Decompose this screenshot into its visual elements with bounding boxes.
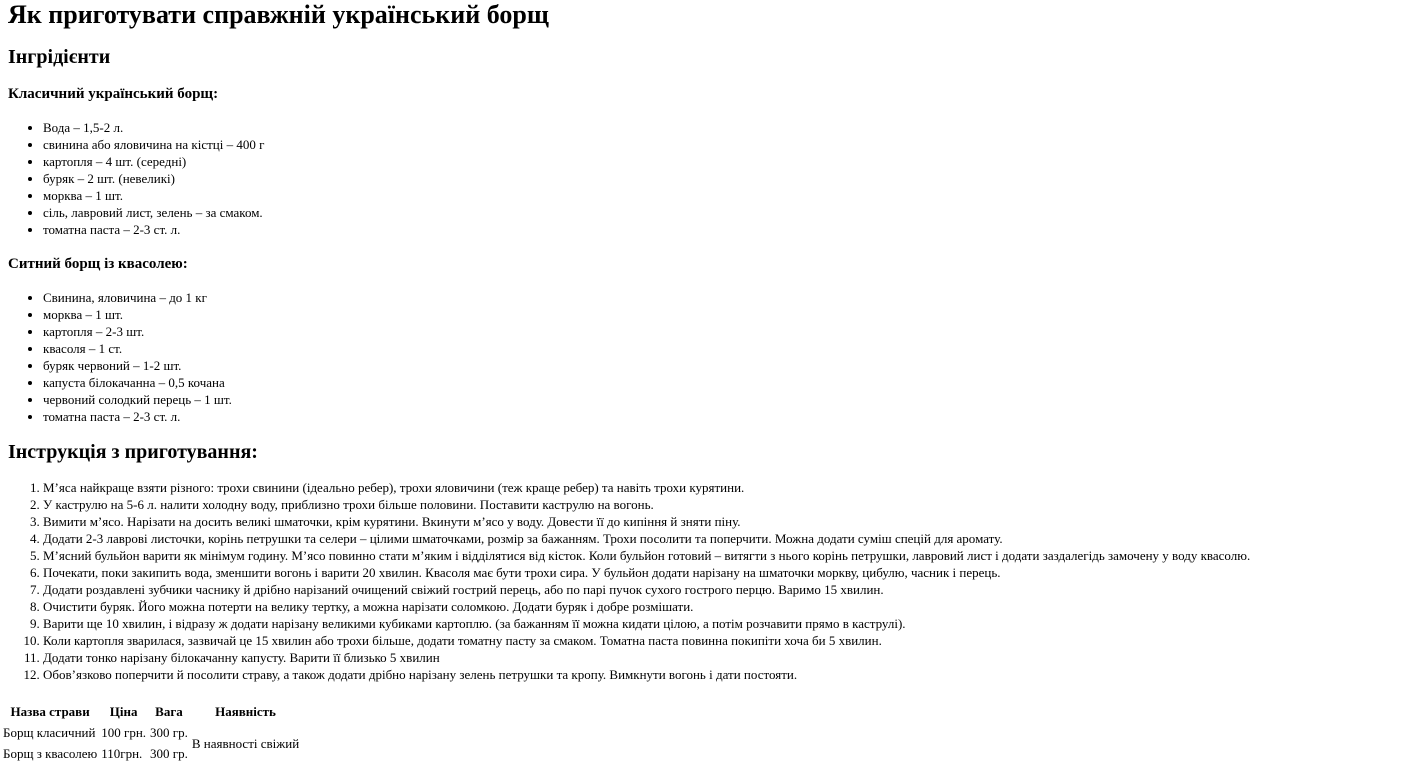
table-row [2,723,300,742]
list-item: • буряк – 2 шт. (невеликі) [43,170,1402,187]
bean-ingredients-list [8,289,1402,425]
page-title: Як приготувати справжній український борщ [8,0,549,29]
list-item: • морква – 1 шт. [43,187,1402,204]
list-item: • квасоля – 1 ст. [43,340,1402,357]
instruction-step: 3. Вимити м’ясо. Нарізати на досить великі шматочки, крім курятини. Вкинути м’ясо у воду. Довести її до кипіння й зняти піну. [43,513,1402,530]
table-header-row [2,702,300,721]
bean-borscht-heading: Ситний борщ із квасолею: [8,256,188,272]
instruction-step: 5. М’ясний бульйон варити як мінімум годину. М’ясо повинно стати м’яким і відділятися від кісток. Коли бульйон готовий – витягти з нього корінь петрушки, лавровий лист і додати заздалегідь замочену у воду квасолю. [43,547,1402,564]
header-price: Ціна [109,704,138,719]
list-item: • капуста білокачанна – 0,5 кочана [43,374,1402,391]
instruction-step: 10. Коли картопля зварилася, зазвичай це 15 хвилин або трохи більше, додати томатну пасту за смаком. Томатна паста повинна покипіти хоча би 5 хвилин. [43,632,1402,649]
cell-dish-name: Борщ класичний [3,725,96,740]
list-item: • томатна паста – 2-3 ст. л. [43,408,1402,425]
list-item: • буряк червоний – 1-2 шт. [43,357,1402,374]
list-item: • картопля – 4 шт. (середні) [43,153,1402,170]
instructions-list [8,479,1402,683]
classic-ingredients-list [8,119,1402,238]
list-item: • Вода – 1,5-2 л. [43,119,1402,136]
classic-borscht-heading: Класичний український борщ: [8,86,219,102]
cell-weight: 300 гр. [150,746,188,761]
cell-price: 100 грн. [101,725,147,740]
list-item: • морква – 1 шт. [43,306,1402,323]
instruction-step: 7. Додати роздавлені зубчики часнику й дрібно нарізаний очищений свіжий гострий перець, або по парі пучок сухого гострого перцю. Варимо 15 хвилин. [43,581,1402,598]
header-dish-name: Назва страви [10,704,90,719]
cell-availability: В наявності свіжий [191,735,300,751]
header-weight: Вага [155,704,183,719]
list-item: • червоний солодкий перець – 1 шт. [43,391,1402,408]
cell-price: 110грн. [101,746,143,761]
cell-weight: 300 гр. [150,725,188,740]
instruction-step: 6. Почекати, поки закипить вода, зменшити вогонь і варити 20 хвилин. Квасоля має бути трохи сира. У бульйон додати нарізану на шматочки моркву, цибулю, часник і перець. [43,564,1402,581]
instruction-step: 4. Додати 2-3 лаврові листочки, корінь петрушки та селери – цілими шматочками, розмір за бажанням. Трохи посолити та поперчити. Можна додати суміш спецій для аромату. [43,530,1402,547]
list-item: • сіль, лавровий лист, зелень – за смаком. [43,204,1402,221]
ingredients-heading: Інгрідієнти [8,46,111,68]
instruction-step: 12. Обов’язково поперчити й посолити страву, а також додати дрібно нарізану зелень петрушки та кропу. Вимкнути вогонь і дати постояти. [43,666,1402,683]
instruction-step: 1. М’яса найкраще взяти різного: трохи свинини (ідеально ребер), трохи яловичини (теж краще ребер) та навіть трохи курятини. [43,479,1402,496]
list-item: • свинина або яловичина на кістці – 400 г [43,136,1402,153]
list-item: • томатна паста – 2-3 ст. л. [43,221,1402,238]
header-availability: Наявність [215,704,276,719]
instructions-heading: Інструкція з приготування: [8,441,258,463]
list-item: • картопля – 2-3 шт. [43,323,1402,340]
list-item: • Свинина, яловичина – до 1 кг [43,289,1402,306]
instruction-step: 8. Очистити буряк. Його можна потерти на велику тертку, а можна нарізати соломкою. Додати буряк і добре розмішати. [43,598,1402,615]
instruction-step: 11. Додати тонко нарізану білокачанну капусту. Варити її близько 5 хвилин [43,649,1402,666]
cell-dish-name: Борщ з квасолею [3,746,98,761]
dishes-table [0,700,302,765]
instruction-step: 2. У каструлю на 5-6 л. налити холодну воду, приблизно трохи більше половини. Поставити каструлю на вогонь. [43,496,1402,513]
instruction-step: 9. Варити ще 10 хвилин, і відразу ж додати нарізану великими кубиками картоплю. (за бажанням її можна кидати цілою, а потім розчавити прямо в каструлі). [43,615,1402,632]
